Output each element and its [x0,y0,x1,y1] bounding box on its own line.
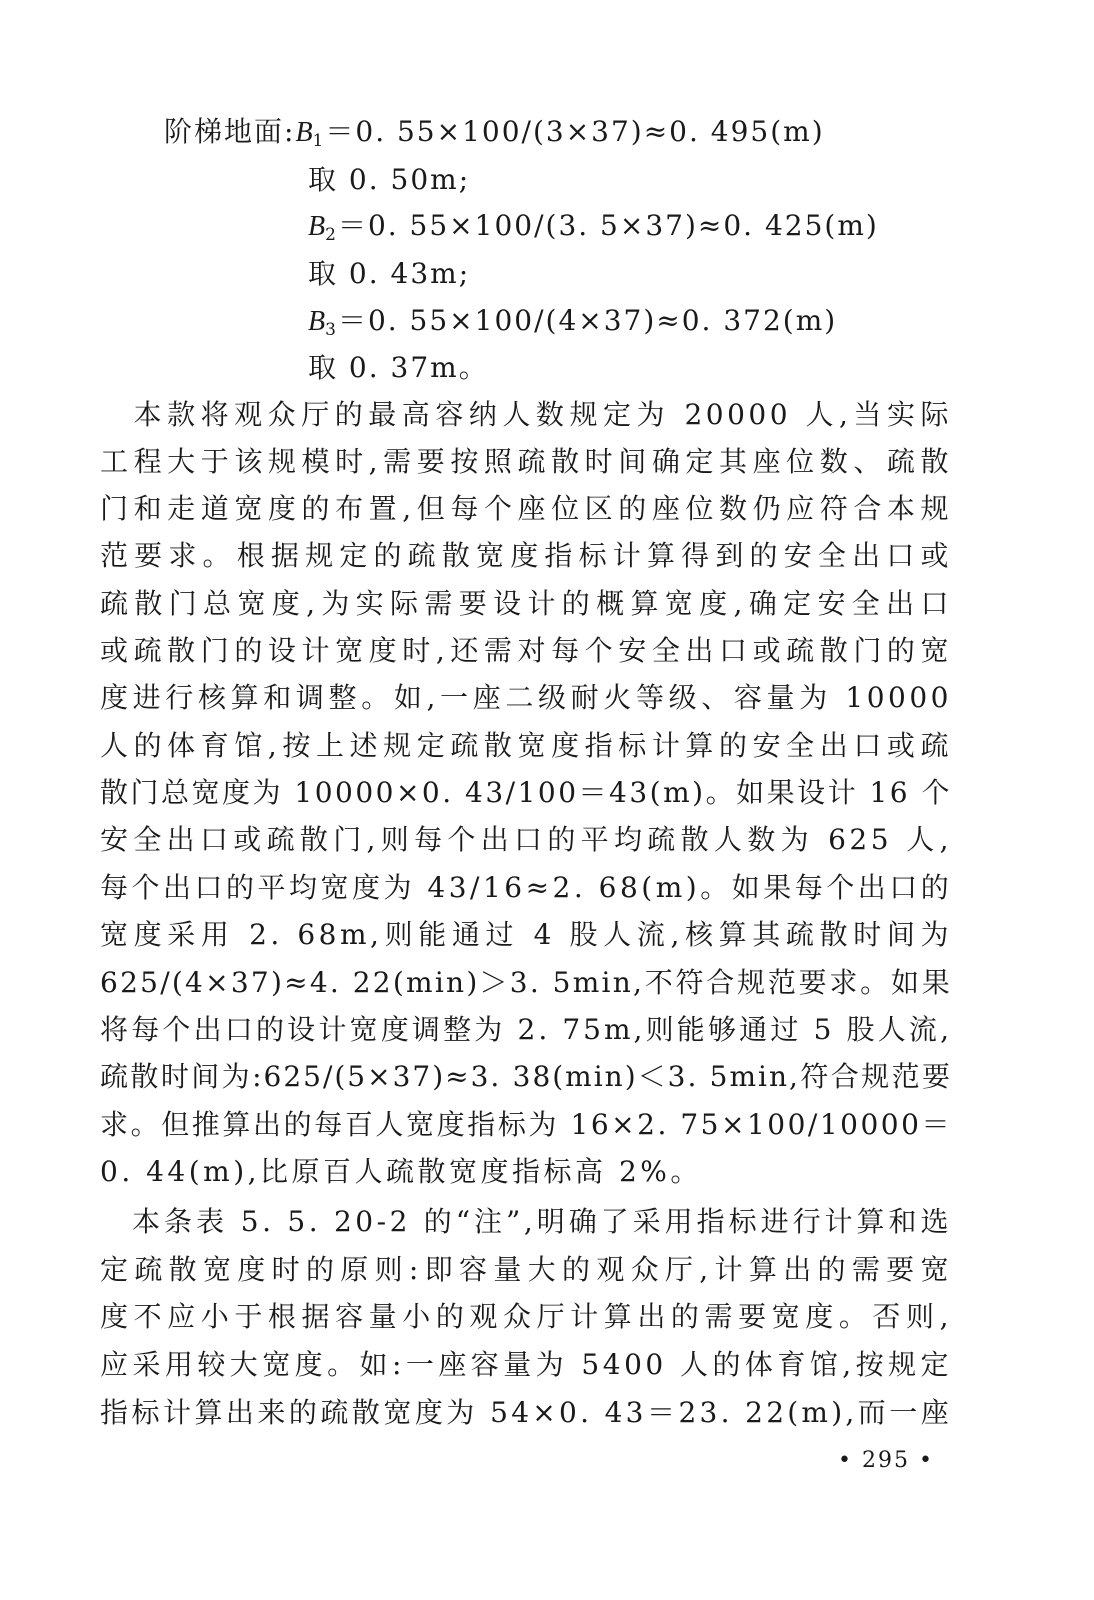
formula-expression: ＝0. 55×100/(3×37)≈0. 495(m) [325,115,825,148]
text-line: 每个出口的平均宽度为 43/16≈2. 68(m)。如果每个出口的 [100,871,953,904]
text-line: 定疏散宽度时的原则:即容量大的观众厅,计算出的需要宽 [100,1253,952,1286]
text-line: 或疏散门的设计宽度时,还需对每个安全出口或疏散门的宽 [100,634,952,667]
variable-b: B [295,117,313,148]
text-line: 工程大于该规模时,需要按照疏散时间确定其座位数、疏散 [100,445,952,478]
text-line: 度不应小于根据容量小的观众厅计算出的需要宽度。否则, [100,1300,952,1333]
variable-subscript: 2 [325,225,338,245]
text-line: 本款将观众厅的最高容纳人数规定为 20000 人,当实际 [100,398,952,431]
page-number: • 295 • [838,1448,934,1473]
text-line: 求。但推算出的每百人宽度指标为 16×2. 75×100/10000＝ [100,1108,952,1141]
text-line: 指标计算出来的疏散宽度为 54×0. 43＝23. 22(m),而一座 [100,1396,952,1429]
text-line: 人的体育馆,按上述规定疏散宽度指标计算的安全出口或疏 [100,729,952,762]
formula-b1-result: 取 0. 50m; [308,163,471,196]
text-line: 范要求。根据规定的疏散宽度指标计算得到的安全出口或 [100,539,952,572]
text-line: 门和走道宽度的布置,但每个座位区的座位数仍应符合本规 [100,492,952,525]
text-line: 疏散时间为:625/(5×37)≈3. 38(min)＜3. 5min,符合规范要 [100,1060,952,1093]
text-line: 宽度采用 2. 68m,则能通过 4 股人流,核算其疏散时间为 [100,918,952,951]
text-line: 将每个出口的设计宽度调整为 2. 75m,则能够通过 5 股人流, [100,1013,952,1046]
formula-b3-result: 取 0. 37m。 [308,351,489,384]
formula-b3 [308,297,837,345]
text-line: 625/(4×37)≈4. 22(min)＞3. 5min,不符合规范要求。如果 [100,966,952,999]
formula-expression: ＝0. 55×100/(4×37)≈0. 372(m) [337,304,838,337]
text-line: 度进行核算和调整。如,一座二级耐火等级、容量为 10000 [100,681,952,714]
formula-label: 阶梯地面: [164,115,296,148]
text-line: 疏散门总宽度,为实际需要设计的概算宽度,确定安全出口 [100,587,952,620]
variable-subscript: 1 [312,131,326,151]
formula-b1 [164,108,825,156]
variable-b: B [308,211,326,242]
formula-b2 [308,202,879,250]
variable-subscript: 3 [325,320,338,340]
text-line: 散门总宽度为 10000×0. 43/100＝43(m)。如果设计 16 个 [100,776,953,809]
text-line: 本条表 5. 5. 20-2 的“注”,明确了采用指标进行计算和选 [100,1205,952,1238]
text-line: 安全出口或疏散门,则每个出口的平均疏散人数为 625 人, [100,823,952,856]
variable-b: B [308,306,326,337]
formula-b2-result: 取 0. 43m; [308,257,471,290]
formula-expression: ＝0. 55×100/(3. 5×37)≈0. 425(m) [337,209,879,242]
text-line: 应采用较大宽度。如:一座容量为 5400 人的体育馆,按规定 [100,1348,952,1381]
text-line: 0. 44(m),比原百人疏散宽度指标高 2%。 [100,1155,702,1188]
